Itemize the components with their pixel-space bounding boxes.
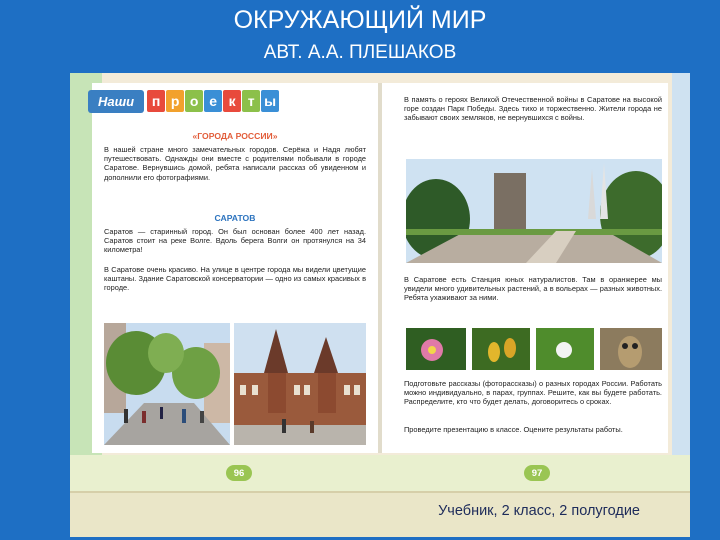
slide-caption: Учебник, 2 класс, 2 полугодие	[438, 503, 640, 519]
project-letter: п	[147, 90, 165, 112]
project-letter: к	[223, 90, 241, 112]
intro-text: В нашей стране много замечательных городов. Серёжа и Надя любят путешествовать. Однажды они вместе с родителями побывали в городе Саратове. Вернувшись домой, ребята написали рассказ об увиденном и дополнили его фотографиями.	[104, 145, 366, 182]
victory-park-photo	[406, 159, 662, 263]
street-photo	[104, 323, 230, 445]
textbook-spread	[70, 73, 690, 491]
victory-park-text: В память о героях Великой Отечественной войны в Саратове на высокой горе создан Парк Победы. Здесь тихо и торжественно. Жители города не забывают своих земляков, не вернувшихся с войны.	[404, 95, 662, 123]
presentation-text: Проведите презентацию в классе. Оцените результаты работы.	[404, 425, 623, 434]
conservatory-photo	[234, 323, 366, 445]
project-letter: р	[166, 90, 184, 112]
city-heading: САРАТОВ	[214, 213, 256, 223]
project-letter: о	[185, 90, 203, 112]
page-number-left: 96	[226, 465, 252, 481]
page-number-right: 97	[524, 465, 550, 481]
leaf-photo	[536, 328, 594, 370]
section-heading: «ГОРОДА РОССИИ»	[192, 131, 278, 141]
nashi-badge: Наши	[88, 90, 144, 113]
plant-photo	[472, 328, 530, 370]
project-letter: ы	[261, 90, 279, 112]
project-letter: т	[242, 90, 260, 112]
project-letters	[147, 90, 280, 112]
city-paragraph-1: Саратов — старинный город. Он был основан более 400 лет назад. Саратов стоит на реке Волге. Вдоль берега Волги он протянулся на 34 километра!	[104, 227, 366, 255]
task-text: Подготовьте рассказы (фоторассказы) о разных городах России. Работать можно индивидуально, в парах, группах. Решите, как вы будете работать. Распределите, кто что будет делать, договоритесь о сроках.	[404, 379, 662, 407]
owl-photo	[600, 328, 662, 370]
decorative-shape	[70, 455, 690, 491]
project-letter: е	[204, 90, 222, 112]
slide-subtitle: АВТ. А.А. ПЛЕШАКОВ	[263, 42, 457, 63]
flower-photo	[406, 328, 466, 370]
city-paragraph-2: В Саратове очень красиво. На улице в центре города мы видели цветущие каштаны. Здание Саратовской консерватории — одно из самых красивых в городе.	[104, 265, 366, 293]
slide-title: ОКРУЖАЮЩИЙ МИР	[233, 6, 487, 34]
decorative-shape	[672, 73, 690, 491]
projects-header	[88, 87, 374, 115]
naturalists-text: В Саратове есть Станция юных натуралистов. Там в оранжерее мы увидели много удивительных растений, а в вольерах — разных животных. Ребята ухаживают за ними.	[404, 275, 662, 303]
